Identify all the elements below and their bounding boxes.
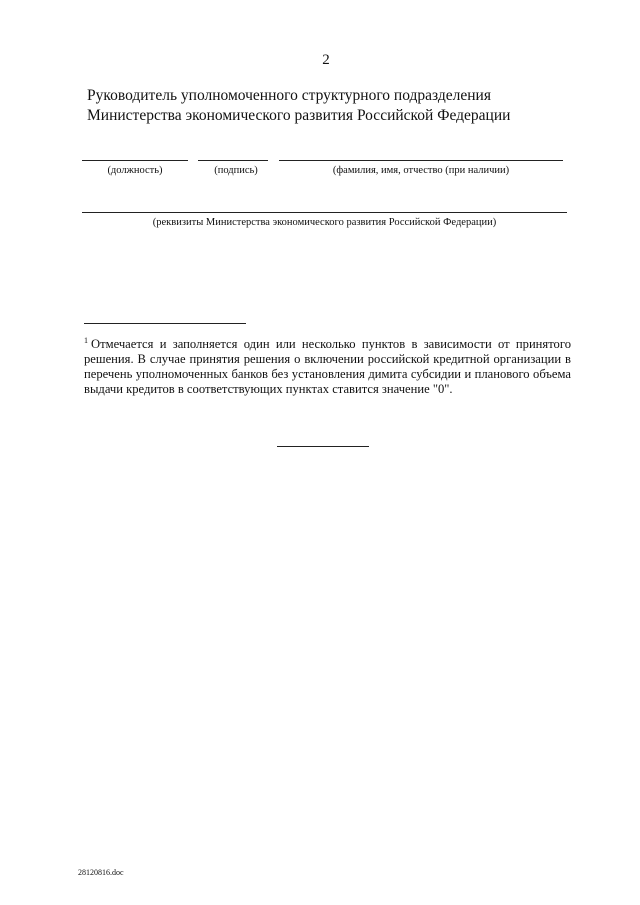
signatory-heading-line-2: Министерства экономического развития Российской Федерации [87, 107, 511, 124]
full-name-line [279, 160, 563, 161]
footnote-marker: 1 [84, 336, 88, 345]
page-number: 2 [322, 52, 330, 68]
position-line [82, 160, 188, 161]
footnote-text: Отмечается и заполняется один или несколько пунктов в зависимости от принятого решения. В случае принятия решения о включении российской кредитной организации в перечень уполномоченных банков без установления димита субсидии и планового объема выдачи кредитов в соответствующих пунктах ставится значение "0". [84, 337, 571, 396]
closing-rule [277, 446, 369, 447]
position-caption: (должность) [107, 165, 163, 176]
signatory-heading-line-1: Руководитель уполномоченного структурного подразделения [87, 87, 491, 104]
document-id: 28120816.doc [78, 868, 124, 877]
full-name-caption: (фамилия, имя, отчество (при наличии) [332, 165, 510, 176]
footnote-separator [84, 323, 246, 324]
footnote [84, 333, 571, 397]
requisites-line [82, 212, 567, 213]
signature-line [198, 160, 268, 161]
signatory-heading [87, 86, 510, 126]
requisites-caption: (реквизиты Министерства экономического развития Российской Федерации) [152, 217, 497, 228]
signature-caption: (подпись) [214, 165, 258, 176]
